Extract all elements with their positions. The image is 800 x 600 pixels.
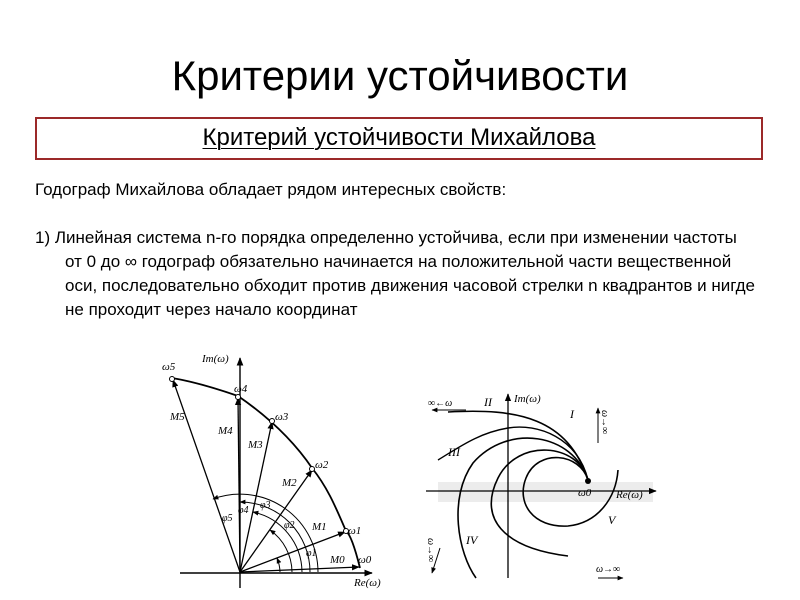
label-inf-bottom-right: ω→∞ [596,564,621,575]
curve-IV [491,450,588,556]
quadrant-I: I [570,407,574,421]
label-w2: ω2 [315,459,329,471]
re-axis-label: Re(ω) [616,489,643,501]
vector-m1 [240,532,345,572]
angle-arc-3 [253,512,302,572]
label-m0: M0 [330,554,345,566]
point-w3 [270,419,275,424]
re-axis-label: Re(ω) [354,577,381,589]
body-text [35,178,755,322]
angle-arc-2 [270,530,292,572]
label-m3: M3 [248,439,263,451]
point-w5 [170,377,175,382]
slide-title: Критерии устойчивости [171,52,629,99]
angle-arc-4 [240,502,310,572]
quadrant-III: III [448,445,460,459]
label-phi4: φ4 [238,505,249,516]
subtitle-text: Критерий устойчивости Михайлова [202,124,596,151]
label-phi2: φ2 [284,520,295,531]
label-w0: ω0 [358,554,372,566]
label-w1: ω1 [348,525,362,537]
criterion-item-1: 1) Линейная система n-го порядка определенно устойчива, если при изменении частоты от 0 до ∞ годограф обязательно начинается на положительной части вещественной оси, последовательно обходит против движения часовой стрелки n квадрантов и нигде не проходит через начало координат [35,228,756,319]
point-w2 [310,467,315,472]
label-phi1: φ1 [306,548,317,559]
label-inf-top-right: ω→∞ [599,410,610,435]
label-m1: M1 [312,521,327,533]
im-axis-label: Im(ω) [202,353,229,365]
label-inf-top-left: ∞←ω [428,398,453,409]
label-m5: M5 [170,411,185,423]
label-m2: M2 [282,477,297,489]
label-phi3: φ3 [260,500,271,511]
label-inf-bottom-left: ω→∞ [425,538,436,563]
subtitle-box [35,117,763,160]
quadrant-II: II [484,395,492,409]
point-w4 [236,395,241,400]
hodograph-figure-left [150,348,390,598]
vector-m0 [240,567,359,572]
curve-I [438,427,588,480]
intro-paragraph: Годограф Михайлова обладает рядом интересных свойств: [35,180,507,199]
label-m4: M4 [218,425,233,437]
vector-m5 [173,380,240,572]
quadrant-V: V [608,513,616,527]
im-axis-label: Im(ω) [514,393,541,405]
mikhailov-hodograph-curve [172,378,360,568]
label-w3: ω3 [275,411,289,423]
label-w5: ω5 [162,361,176,373]
label-w0: ω0 [578,487,592,499]
point-w0 [585,478,591,484]
quadrant-IV: IV [466,533,478,547]
hodograph-figure-right [418,388,663,588]
label-w4: ω4 [234,383,248,395]
label-phi5: φ5 [222,513,233,524]
